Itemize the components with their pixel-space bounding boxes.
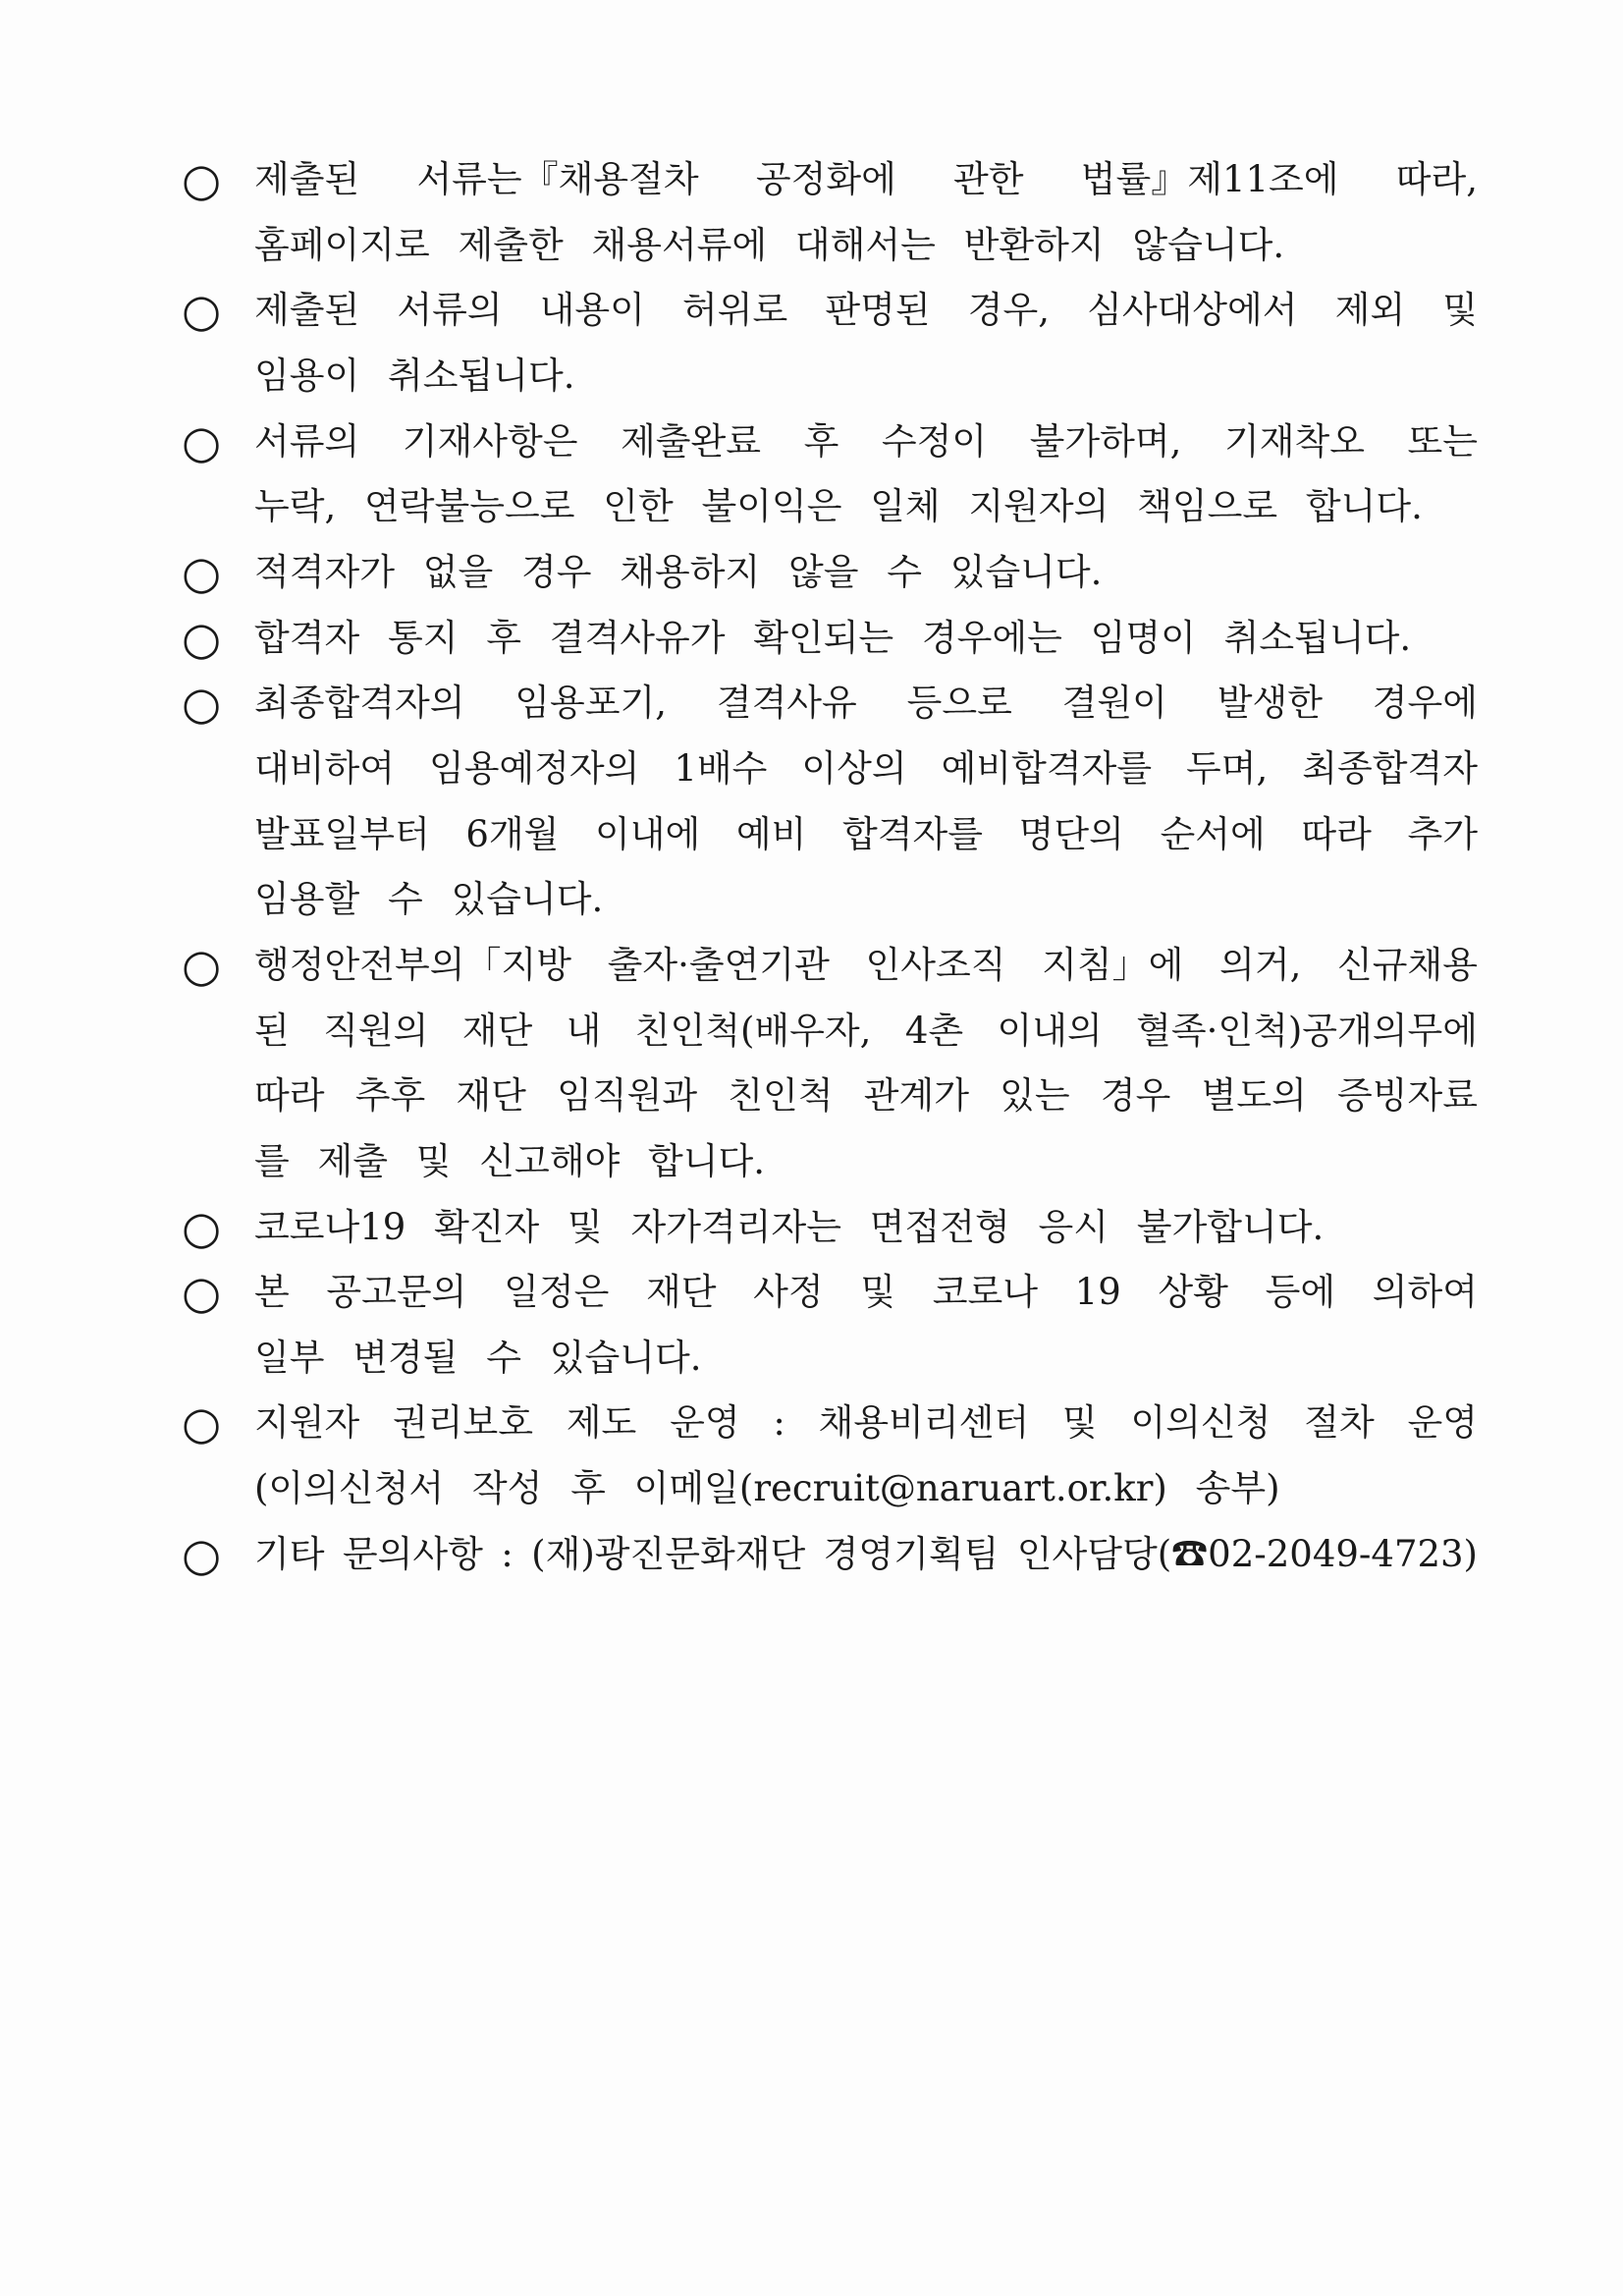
bullet-circle-icon: ○ [182,1200,222,1254]
notice-text-line: 적격자가 없을 경우 채용하지 않을 수 있습니다. [254,550,1103,593]
bullet-circle-icon: ○ [182,545,222,599]
notice-text [254,1522,1478,1588]
bullet-circle-icon: ○ [182,153,222,206]
notice-text [254,540,1478,606]
notice-text [254,1391,1478,1521]
notice-text-line: 임용이 취소됩니다. [254,354,575,397]
notice-text-line: 대비하여 임용예정자의 1배수 이상의 예비합격자를 두며, 최종합격자 [254,746,1478,790]
notice-text-line: 를 제출 및 신고해야 합니다. [254,1139,765,1182]
notice-text-line: 최종합격자의 임용포기, 결격사유 등으로 결원이 발생한 경우에 [254,682,1478,725]
notice-item [182,1260,1478,1391]
notice-text [254,278,1478,409]
notice-text-line: 제출된 서류의 내용이 허위로 판명된 경우, 심사대상에서 제외 및 [254,289,1478,332]
bullet-circle-icon: ○ [182,611,222,665]
notice-text-line: 된 직원의 재단 내 친인척(배우자, 4촌 이내의 혈족·인척)공개의무에 [254,1009,1478,1052]
notice-item [182,1391,1478,1521]
notice-text-line: 본 공고문의 일정은 재단 사정 및 코로나 19 상황 등에 의하여 [254,1271,1478,1314]
bullet-circle-icon: ○ [182,284,222,338]
notice-item [182,606,1478,672]
notice-text-line: 기타 문의사항 : (재)광진문화재단 경영기획팀 인사담당(☎02-2049-4723) [254,1532,1478,1575]
notice-item [182,671,1478,933]
notice-text-line: 발표일부터 6개월 이내에 예비 합격자를 명단의 순서에 따라 추가 [254,812,1478,855]
notice-text [254,1260,1478,1391]
notice-text-line: 지원자 권리보호 제도 운영 : 채용비리센터 및 이의신청 절차 운영 [254,1401,1478,1445]
notice-text-line: 서류의 기재사항은 제출완료 후 수정이 불가하며, 기재착오 또는 [254,419,1478,463]
bullet-circle-icon: ○ [182,1396,222,1450]
notice-text-line: 코로나19 확진자 및 자가격리자는 면접전형 응시 불가합니다. [254,1205,1325,1248]
notice-text-line: (이의신청서 작성 후 이메일(recruit@naruart.or.kr) 송부) [254,1467,1280,1510]
bullet-circle-icon: ○ [182,414,222,468]
notice-text-line: 임용할 수 있습니다. [254,878,604,921]
notice-list [182,147,1478,1587]
notice-item [182,410,1478,540]
notice-text [254,410,1478,540]
notice-text-line: 합격자 통지 후 결격사유가 확인되는 경우에는 임명이 취소됩니다. [254,616,1412,659]
notice-text [254,1195,1478,1261]
notice-text-line: 일부 변경될 수 있습니다. [254,1336,702,1379]
notice-item [182,933,1478,1195]
notice-item [182,540,1478,606]
notice-item [182,278,1478,409]
notice-text [254,606,1478,672]
notice-text [254,933,1478,1195]
notice-text [254,671,1478,933]
notice-item [182,1195,1478,1261]
notice-text-line: 누락, 연락불능으로 인한 불이익은 일체 지원자의 책임으로 합니다. [254,485,1423,528]
notice-item [182,1522,1478,1588]
notice-item [182,147,1478,278]
notice-text [254,147,1478,278]
notice-text-line: 제출된 서류는『채용절차 공정화에 관한 법률』제11조에 따라, [254,158,1478,200]
bullet-circle-icon: ○ [182,677,222,731]
bullet-circle-icon: ○ [182,1266,222,1320]
notice-text-line: 홈페이지로 제출한 채용서류에 대해서는 반환하지 않습니다. [254,223,1285,266]
bullet-circle-icon: ○ [182,1527,222,1581]
notice-text-line: 따라 추후 재단 임직원과 친인척 관계가 있는 경우 별도의 증빙자료 [254,1074,1478,1118]
notice-text-line: 행정안전부의「지방 출자·출연기관 인사조직 지침」에 의거, 신규채용 [254,943,1478,986]
bullet-circle-icon: ○ [182,938,222,992]
